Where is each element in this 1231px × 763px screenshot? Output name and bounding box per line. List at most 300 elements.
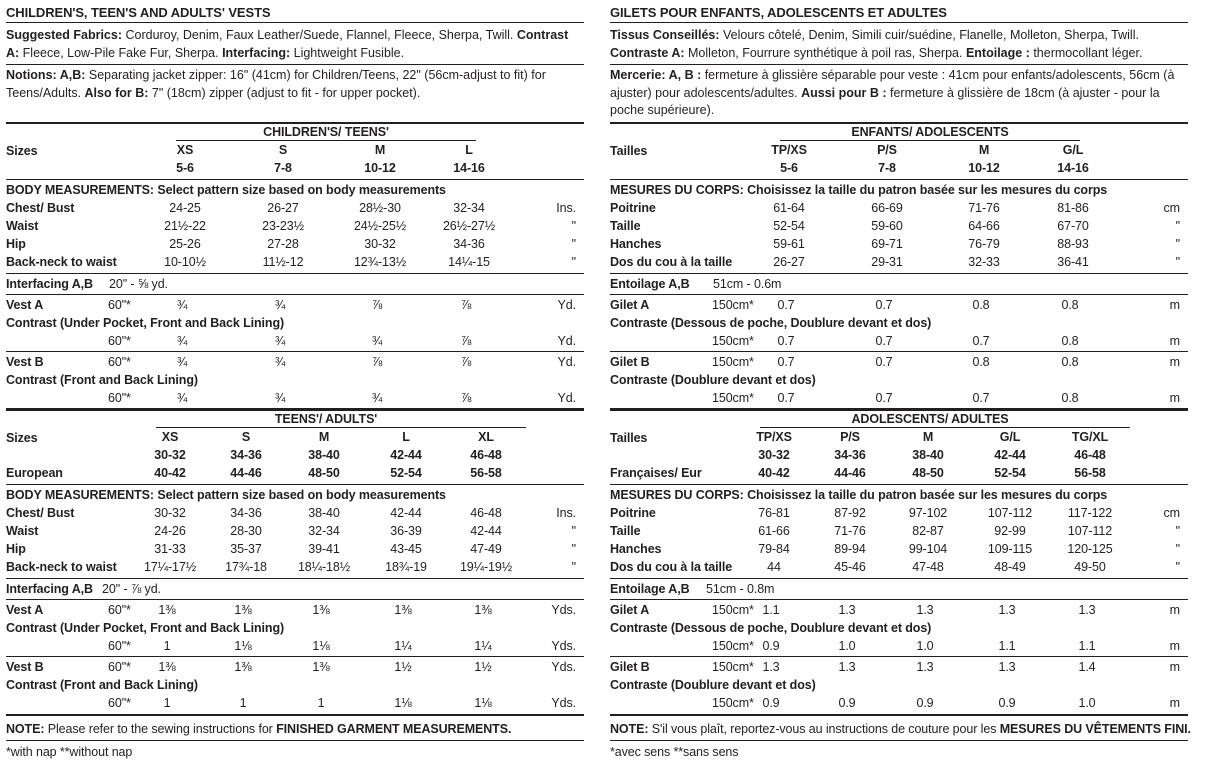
measurement-label: Waist: [6, 219, 39, 233]
measurement-label: Hip: [6, 237, 26, 251]
yardage-value: 1.3: [998, 603, 1016, 617]
measurement-value: 18¾-19: [385, 560, 427, 574]
yardage-value: ⅞: [371, 298, 383, 312]
size-age: 42-44: [994, 448, 1026, 462]
size-age: 38-40: [912, 448, 944, 462]
notions-paragraph: [6, 67, 578, 102]
group-underline: [156, 427, 526, 428]
yardage-value: 0.9: [998, 696, 1016, 710]
measurement-unit: ": [571, 542, 576, 556]
yardage-value: ¾: [176, 355, 188, 369]
body-measurements-header: BODY MEASUREMENTS: Select pattern size based on body measurements: [6, 183, 446, 197]
notions-also-text: fermeture à glissière de 18cm (à ajuster - pour la poche supérieure).: [610, 85, 1160, 117]
yardage-unit: Yds.: [551, 660, 576, 674]
size-age: 34-36: [834, 448, 866, 462]
interfacing-row-value: 20" - ⅞ yd.: [102, 582, 161, 596]
size-header: TG/XL: [1071, 430, 1109, 444]
fabric-width: 150cm*: [712, 391, 754, 405]
table2-group-header: ADOLESCENTS/ ADULTES: [851, 412, 1009, 426]
page-title: GILETS POUR ENFANTS, ADOLESCENTS ET ADULTES: [610, 5, 947, 20]
fabric-width: 150cm*: [712, 660, 754, 674]
yardage-value: 0.7: [875, 355, 893, 369]
measurement-value: 11½-12: [262, 255, 304, 269]
measurement-value: 117-122: [1067, 506, 1113, 520]
size-header: G/L: [1062, 143, 1084, 157]
measurement-value: 24-25: [169, 201, 201, 215]
measurement-label: Hip: [6, 542, 26, 556]
body-rule: [610, 273, 1188, 274]
yardage-value: 1⅛: [234, 639, 252, 653]
notions-also-label: Aussi pour B :: [801, 85, 887, 100]
yardage-value: 1⅜: [312, 660, 330, 674]
measurement-value: 48-49: [994, 560, 1026, 574]
yardage-value: 1⅜: [158, 660, 176, 674]
fabrics-paragraph: [610, 27, 1182, 62]
note-text: S'il vous plaît, reportez-vous au instructions de couture pour les: [648, 722, 1000, 736]
yardage-value: 0.7: [777, 355, 795, 369]
contrast-label: Contrast A:: [6, 28, 569, 60]
measurement-value: 47-48: [912, 560, 944, 574]
yardage-label: Gilet B: [610, 660, 650, 674]
notions-also-label: Also for B:: [84, 85, 149, 100]
yardage-label: Vest A: [6, 298, 44, 312]
interfacing-rule: [6, 599, 584, 600]
notions-text: fermeture à glissière séparable pour veste : 41cm pour enfants/adolescents, 56cm (à ajuster) pour adolescents/adultes.: [610, 68, 1175, 100]
measurement-value: 17¼-17½: [143, 560, 197, 574]
measurement-unit: ": [571, 524, 576, 538]
table-end-rule: [6, 714, 584, 716]
measurement-value: 79-84: [758, 542, 790, 556]
yardage-label: Gilet B: [610, 355, 650, 369]
table-divider: [610, 408, 1188, 411]
size-header: L: [402, 430, 410, 444]
yardage-value: ¾: [176, 334, 188, 348]
measurement-value: 18¼-18½: [297, 560, 351, 574]
european-size: 52-54: [994, 466, 1026, 480]
measurement-value: 61-66: [758, 524, 790, 538]
body-measurements-header: MESURES DU CORPS: Choisissez la taille du patron basée sur les mesures du corps: [610, 183, 1108, 197]
notions-text: Separating jacket zipper: 16" (41cm) for Children/Teens, 22" (56cm-adjust to fit) for Teens/Adults.: [6, 68, 546, 100]
interfacing-row-value: 20" - ⅝ yd.: [109, 277, 168, 291]
table1-group-header: ENFANTS/ ADOLESCENTS: [851, 125, 1009, 139]
measurement-value: 107-112: [987, 506, 1033, 520]
table-end-rule: [610, 714, 1188, 716]
yardage-unit: m: [1169, 696, 1180, 710]
yardage-value: 1.4: [1078, 660, 1096, 674]
measurement-unit: ": [1175, 542, 1180, 556]
contrast-text: Fleece, Low-Pile Fake Fur, Sherpa.: [19, 45, 223, 60]
note-label: NOTE:: [610, 722, 649, 736]
measurement-value: 88-93: [1057, 237, 1089, 251]
fabric-width: 60"*: [108, 660, 131, 674]
european-size: 44-46: [834, 466, 866, 480]
measurement-value: 23-23½: [262, 219, 304, 233]
measurement-value: 76-81: [758, 506, 790, 520]
yardage-value: 0.8: [1061, 391, 1079, 405]
yardage-value: 1.1: [762, 603, 780, 617]
yardage-value: 1⅜: [394, 603, 412, 617]
measurement-value: 92-99: [994, 524, 1026, 538]
interfacing-text: thermocollant léger.: [1029, 45, 1143, 60]
measurement-value: 28½-30: [359, 201, 401, 215]
notions-rule: [610, 122, 1188, 124]
measurement-value: 87-92: [834, 506, 866, 520]
yardage-value: 0.8: [972, 298, 990, 312]
measurement-value: 24-26: [154, 524, 186, 538]
yardage-value: 0.7: [777, 334, 795, 348]
interfacing-rule: [6, 294, 584, 295]
table-divider: [6, 408, 584, 411]
measurement-value: 26½-27½: [442, 219, 496, 233]
yardage-value: ⅞: [460, 298, 472, 312]
fabric-width: 150cm*: [712, 696, 754, 710]
european-size: 40-42: [758, 466, 790, 480]
yardage-label: Vest B: [6, 355, 44, 369]
size-header: XS: [161, 430, 179, 444]
size-rule: [610, 179, 1188, 180]
size-header: XL: [478, 430, 494, 444]
yardage-value: 1.3: [916, 603, 934, 617]
size-header: M: [978, 143, 990, 157]
measurement-value: 44: [767, 560, 781, 574]
size-age: 7-8: [274, 161, 292, 175]
interfacing-label: Entoilage :: [965, 45, 1030, 60]
body-rule: [6, 273, 584, 274]
body-rule: [610, 578, 1188, 579]
measurement-value: 10-10½: [164, 255, 206, 269]
notions-rule: [6, 122, 584, 124]
yardage-value: ¾: [274, 334, 286, 348]
title-rule: [6, 22, 584, 23]
size-header: S: [241, 430, 251, 444]
measurement-value: 27-28: [267, 237, 299, 251]
interfacing-row-value: 51cm - 0.6m: [713, 277, 782, 291]
measurement-value: 26-27: [267, 201, 299, 215]
measurement-value: 30-32: [364, 237, 396, 251]
yardage-value: ¾: [176, 298, 188, 312]
yardage-value: 0.7: [972, 334, 990, 348]
measurement-value: 69-71: [871, 237, 903, 251]
yardage-unit: Yds.: [551, 639, 576, 653]
yardage-value: 0.9: [916, 696, 934, 710]
measurement-unit: Ins.: [556, 506, 576, 520]
yardage-value: ¾: [371, 391, 383, 405]
yardage-value: 1⅛: [474, 696, 492, 710]
french-column: [610, 0, 1191, 763]
measurement-value: 59-60: [871, 219, 903, 233]
english-column: [6, 0, 584, 763]
fabrics-rule: [6, 64, 584, 65]
measurement-value: 52-54: [773, 219, 805, 233]
yardage-value: 1.3: [998, 660, 1016, 674]
note-text: Please refer to the sewing instructions for: [44, 722, 277, 736]
yardage-value: 0.7: [972, 391, 990, 405]
european-label: Françaises/ Eur: [610, 466, 702, 480]
measurement-unit: ": [1175, 255, 1180, 269]
vest-a-rule: [6, 656, 584, 657]
measurement-value: 32-34: [308, 524, 340, 538]
yardage-unit: Yd.: [557, 355, 576, 369]
yardage-label: Gilet A: [610, 603, 650, 617]
note-line: [6, 722, 511, 737]
size-header: XS: [176, 143, 194, 157]
yardage-unit: m: [1169, 391, 1180, 405]
group-underline: [780, 140, 1080, 141]
size-age: 5-6: [176, 161, 194, 175]
vest-a-rule: [610, 351, 1188, 352]
yardage-value: 1¼: [394, 639, 412, 653]
measurement-value: 71-76: [968, 201, 1000, 215]
measurement-value: 32-34: [453, 201, 485, 215]
measurement-value: 42-44: [390, 506, 422, 520]
yardage-value: 1: [163, 639, 171, 653]
measurement-unit: ": [571, 219, 576, 233]
yardage-value: 0.8: [1061, 298, 1079, 312]
size-header: M: [922, 430, 934, 444]
group-underline: [760, 427, 1130, 428]
contrast-row-label: Contrast (Under Pocket, Front and Back Lining): [6, 621, 285, 635]
yardage-value: 0.8: [972, 355, 990, 369]
measurement-unit: ": [1175, 219, 1180, 233]
measurement-label: Poitrine: [610, 201, 656, 215]
yardage-value: 1: [317, 696, 325, 710]
measurement-value: 82-87: [912, 524, 944, 538]
sizes-label: Sizes: [6, 431, 38, 445]
measurement-value: 76-79: [968, 237, 1000, 251]
measurement-value: 81-86: [1057, 201, 1089, 215]
size-age: 14-16: [1057, 161, 1089, 175]
measurement-value: 35-37: [230, 542, 262, 556]
measurement-value: 26-27: [773, 255, 805, 269]
european-size: 52-54: [390, 466, 422, 480]
size-header: TP/XS: [771, 143, 807, 157]
yardage-label: Vest A: [6, 603, 44, 617]
european-size: 56-58: [470, 466, 502, 480]
measurement-value: 59-61: [773, 237, 805, 251]
fabric-width: 150cm*: [712, 298, 754, 312]
fabric-width: 60"*: [108, 391, 131, 405]
yardage-value: 0.9: [762, 639, 780, 653]
measurement-value: 120-125: [1067, 542, 1113, 556]
notions-label: Notions: A,B:: [6, 68, 86, 82]
measurement-value: 30-32: [154, 506, 186, 520]
body-measurements-header: MESURES DU CORPS: Choisissez la taille du patron basée sur les mesures du corps: [610, 488, 1108, 502]
measurement-value: 34-36: [230, 506, 262, 520]
yardage-value: 1.0: [838, 639, 856, 653]
measurement-label: Poitrine: [610, 506, 656, 520]
measurement-value: 28-30: [230, 524, 262, 538]
measurement-label: Taille: [610, 219, 641, 233]
vest-a-rule: [610, 656, 1188, 657]
size-age: 30-32: [154, 448, 186, 462]
measurement-value: 31-33: [154, 542, 186, 556]
size-age: 46-48: [1074, 448, 1106, 462]
european-size: 48-50: [912, 466, 944, 480]
yardage-unit: Yd.: [557, 334, 576, 348]
measurement-unit: ": [571, 255, 576, 269]
yardage-value: 1½: [474, 660, 492, 674]
note-rule: [6, 740, 584, 741]
measurement-value: 14¼-15: [448, 255, 490, 269]
yardage-unit: Yd.: [557, 391, 576, 405]
measurement-value: 66-69: [871, 201, 903, 215]
nap-footnote: *with nap **without nap: [6, 745, 133, 759]
note-emphasis: MESURES DU VÊTEMENTS FINI.: [999, 722, 1191, 736]
notions-label: Mercerie: A, B :: [610, 68, 702, 82]
measurement-label: Hanches: [610, 237, 662, 251]
yardage-value: 1⅜: [234, 603, 252, 617]
vest-a-rule: [6, 351, 584, 352]
measurement-value: 36-41: [1057, 255, 1089, 269]
yardage-value: 0.8: [1061, 334, 1079, 348]
measurement-unit: Ins.: [556, 201, 576, 215]
yardage-value: 1: [239, 696, 247, 710]
fabrics-rule: [610, 64, 1188, 65]
measurement-value: 24½-25½: [353, 219, 407, 233]
measurement-unit: ": [1175, 560, 1180, 574]
fabric-width: 150cm*: [712, 355, 754, 369]
fabric-width: 150cm*: [712, 334, 754, 348]
measurement-label: Chest/ Bust: [6, 506, 75, 520]
measurement-value: 107-112: [1067, 524, 1113, 538]
european-label: European: [6, 466, 63, 480]
yardage-value: 0.7: [777, 298, 795, 312]
interfacing-label: Interfacing:: [222, 45, 291, 60]
measurement-unit: ": [571, 237, 576, 251]
yardage-value: 0.9: [838, 696, 856, 710]
contrast-row-label: Contrast (Front and Back Lining): [6, 678, 198, 692]
measurement-label: Waist: [6, 524, 39, 538]
measurement-value: 89-94: [834, 542, 866, 556]
notions-also-text: 7" (18cm) zipper (adjust to fit - for upper pocket).: [148, 85, 421, 100]
yardage-value: 1.1: [998, 639, 1016, 653]
table1-group-header: CHILDREN'S/ TEENS': [263, 125, 389, 139]
size-age: 46-48: [470, 448, 502, 462]
measurement-label: Chest/ Bust: [6, 201, 75, 215]
measurement-value: 67-70: [1057, 219, 1089, 233]
european-size: 48-50: [308, 466, 340, 480]
measurement-label: Taille: [610, 524, 641, 538]
measurement-value: 46-48: [470, 506, 502, 520]
measurement-unit: ": [571, 560, 576, 574]
yardage-label: Vest B: [6, 660, 44, 674]
yardage-value: ⅞: [371, 355, 383, 369]
fabric-width: 60"*: [108, 639, 131, 653]
measurement-unit: cm: [1163, 506, 1180, 520]
measurement-value: 99-104: [908, 542, 948, 556]
yardage-value: 1.3: [838, 660, 856, 674]
yardage-unit: Yds.: [551, 603, 576, 617]
suggested-fabrics-label: Suggested Fabrics:: [6, 28, 122, 42]
interfacing-text: Lightweight Fusible.: [290, 45, 405, 60]
size-rule: [6, 179, 584, 180]
yardage-value: 1⅛: [312, 639, 330, 653]
interfacing-row-value: 51cm - 0.8m: [706, 582, 775, 596]
european-size: 40-42: [154, 466, 186, 480]
measurement-value: 47-49: [470, 542, 502, 556]
contrast-row-label: Contraste (Doublure devant et dos): [610, 678, 816, 692]
body-rule: [6, 578, 584, 579]
measurement-label: Dos du cou à la taille: [610, 255, 733, 269]
size-age: 42-44: [390, 448, 422, 462]
size-header: P/S: [840, 430, 860, 444]
yardage-value: ⅞: [460, 334, 472, 348]
yardage-value: 1½: [394, 660, 412, 674]
yardage-value: 0.8: [1061, 355, 1079, 369]
note-line: [610, 722, 1191, 737]
measurement-value: 17¾-18: [225, 560, 267, 574]
size-age: 10-12: [364, 161, 396, 175]
fabric-width: 60"*: [108, 355, 131, 369]
yardage-value: 0.7: [875, 334, 893, 348]
interfacing-row-label: Interfacing A,B: [6, 277, 93, 291]
size-age: 7-8: [878, 161, 896, 175]
size-header: L: [465, 143, 473, 157]
interfacing-rule: [610, 599, 1188, 600]
size-header: P/S: [877, 143, 897, 157]
size-rule: [610, 484, 1188, 485]
size-header: G/L: [999, 430, 1021, 444]
sizes-label: Tailles: [610, 144, 648, 158]
size-age: 34-36: [230, 448, 262, 462]
yardage-value: 1.0: [916, 639, 934, 653]
yardage-unit: m: [1169, 298, 1180, 312]
yardage-unit: Yds.: [551, 696, 576, 710]
size-age: 30-32: [758, 448, 790, 462]
size-header: S: [278, 143, 288, 157]
yardage-value: 1.3: [838, 603, 856, 617]
note-label: NOTE:: [6, 722, 45, 736]
yardage-unit: m: [1169, 355, 1180, 369]
size-age: 38-40: [308, 448, 340, 462]
yardage-unit: m: [1169, 334, 1180, 348]
yardage-value: ¾: [274, 355, 286, 369]
interfacing-row-label: Entoilage A,B: [610, 582, 690, 596]
note-emphasis: FINISHED GARMENT MEASUREMENTS.: [276, 722, 512, 736]
size-age: 14-16: [453, 161, 485, 175]
contrast-row-label: Contrast (Front and Back Lining): [6, 373, 198, 387]
yardage-unit: m: [1169, 639, 1180, 653]
yardage-value: ⅞: [460, 391, 472, 405]
yardage-value: 0.7: [777, 391, 795, 405]
yardage-value: 1.3: [762, 660, 780, 674]
yardage-label: Gilet A: [610, 298, 650, 312]
yardage-unit: Yd.: [557, 298, 576, 312]
table2-group-header: TEENS'/ ADULTS': [274, 412, 378, 426]
fabrics-paragraph: [6, 27, 578, 62]
measurement-unit: cm: [1163, 201, 1180, 215]
size-age: 10-12: [968, 161, 1000, 175]
measurement-value: 45-46: [834, 560, 866, 574]
fabric-width: 150cm*: [712, 603, 754, 617]
measurement-value: 12¾-13½: [353, 255, 407, 269]
yardage-value: ¾: [176, 391, 188, 405]
suggested-fabrics-text: Velours côtelé, Denim, Simili cuir/suédine, Flanelle, Molleton, Sherpa, Twill.: [719, 28, 1139, 42]
contrast-row-label: Contraste (Dessous de poche, Doublure devant et dos): [610, 316, 932, 330]
nap-footnote: *avec sens **sans sens: [610, 745, 739, 759]
fabric-width: 60"*: [108, 603, 131, 617]
yardage-value: 0.7: [875, 298, 893, 312]
fabric-width: 150cm*: [712, 639, 754, 653]
body-measurements-header: BODY MEASUREMENTS: Select pattern size based on body measurements: [6, 488, 446, 502]
measurement-value: 64-66: [968, 219, 1000, 233]
measurement-label: Back-neck to waist: [6, 255, 117, 269]
measurement-unit: ": [1175, 237, 1180, 251]
fabric-width: 60"*: [108, 334, 131, 348]
yardage-value: 1⅜: [312, 603, 330, 617]
measurement-label: Hanches: [610, 542, 662, 556]
measurement-label: Back-neck to waist: [6, 560, 117, 574]
